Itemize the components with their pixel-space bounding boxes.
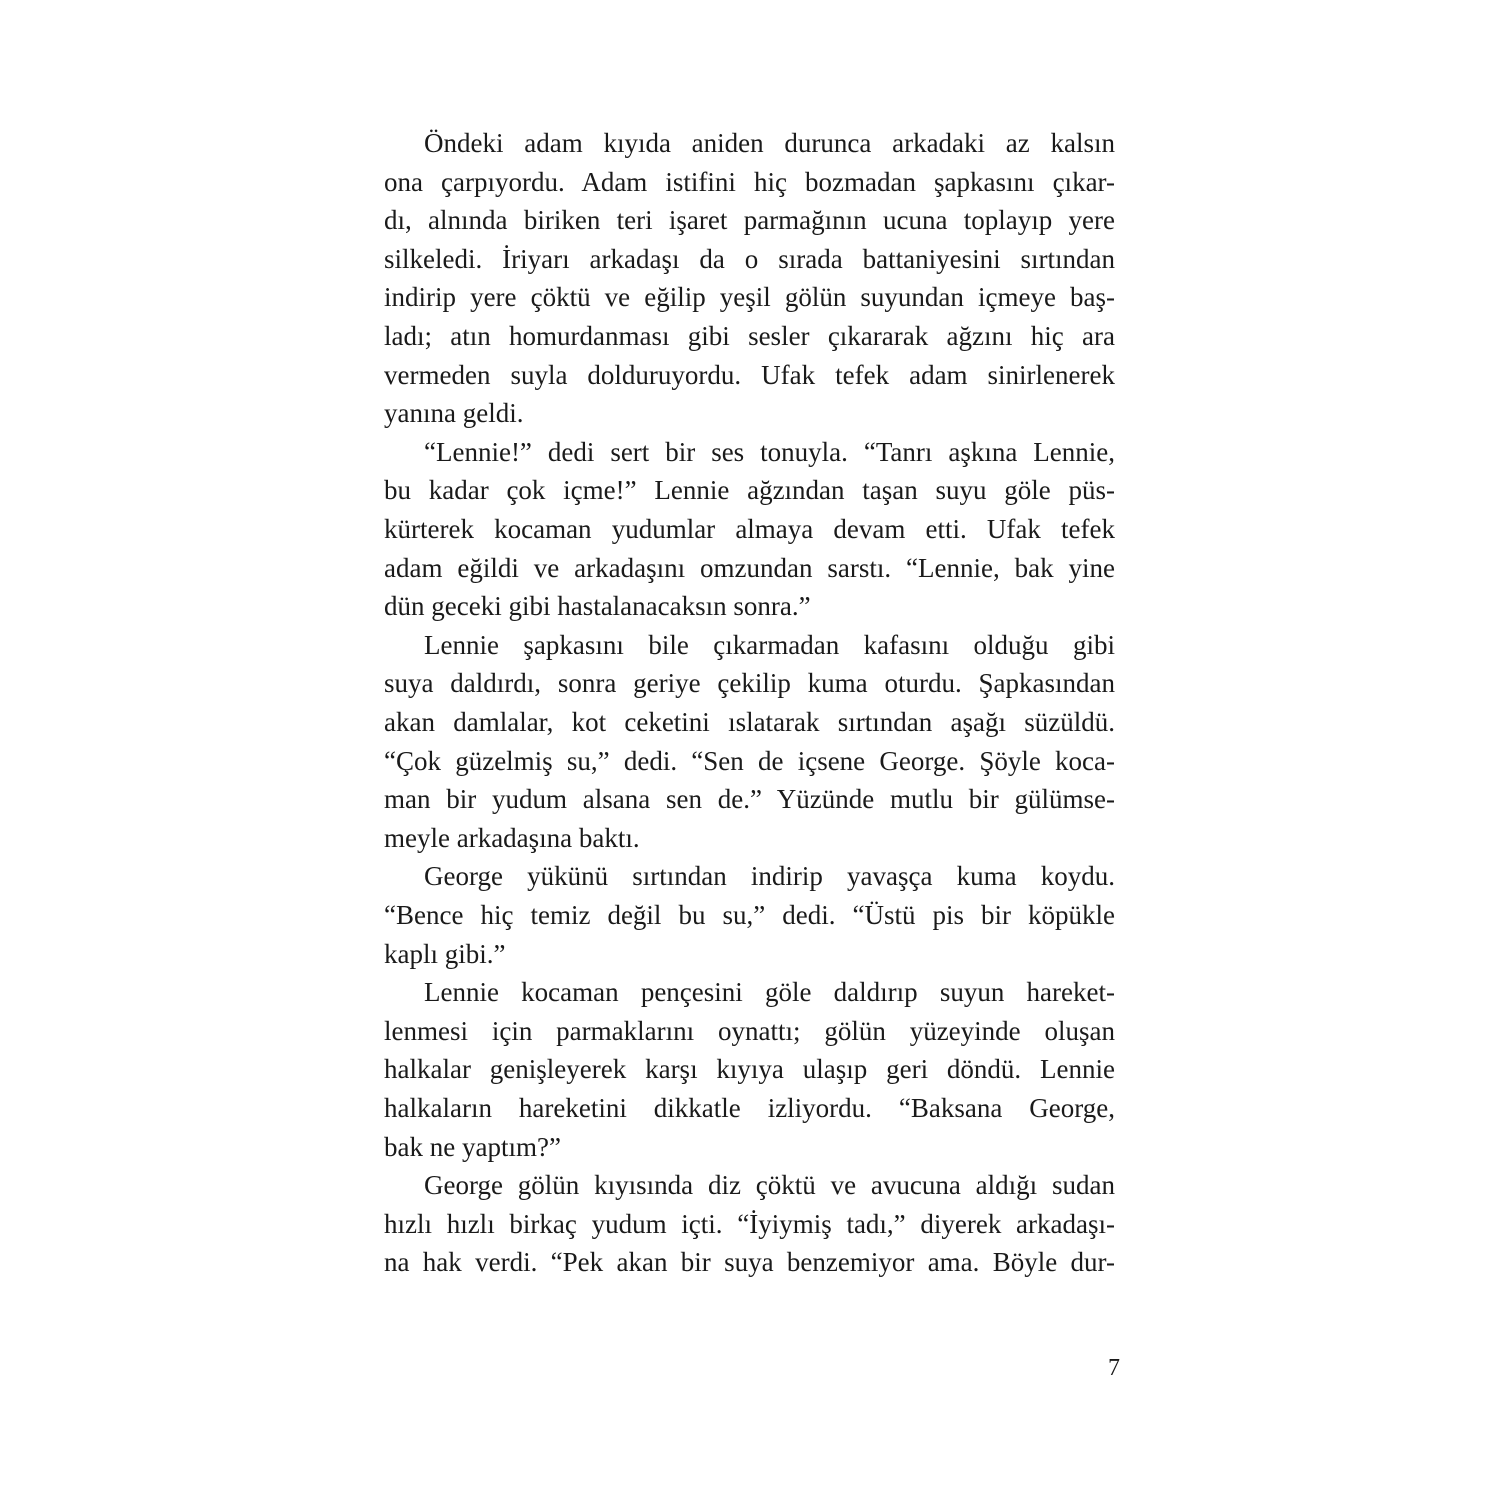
text-line: silkeledi. İriyarı arkadaşı da o sırada battaniyesini sırtından (384, 243, 1115, 274)
text-line: Lennie şapkasını bile çıkarmadan kafasını olduğu gibi (424, 629, 1115, 660)
text-line: man bir yudum alsana sen de.” Yüzünde mutlu bir gülümse- (384, 784, 1115, 815)
text-line: George gölün kıyısında diz çöktü ve avucuna aldığı sudan (424, 1170, 1115, 1201)
text-line: bu kadar çok içme!” Lennie ağzından taşan suyu göle püs- (384, 475, 1115, 506)
text-line: yanına geldi. (384, 398, 524, 429)
book-page (384, 124, 1115, 1424)
text-line: ladı; atın homurdanması gibi sesler çıkararak ağzını hiç ara (384, 321, 1115, 351)
text-line: ona çarpıyordu. Adam istifini hiç bozmadan şapkasını çıkar- (384, 166, 1115, 197)
text-line: lenmesi için parmaklarını oynattı; gölün yüzeyinde oluşan (384, 1015, 1115, 1046)
text-line: vermeden suyla dolduruyordu. Ufak tefek adam sinirlenerek (384, 359, 1115, 390)
text-line: halkalar genişleyerek karşı kıyıya ulaşıp geri döndü. Lennie (384, 1054, 1115, 1085)
text-line: “Çok güzelmiş su,” dedi. “Sen de içsene George. Şöyle koca- (384, 745, 1115, 776)
text-line: “Bence hiç temiz değil bu su,” dedi. “Üstü pis bir köpükle (384, 900, 1115, 930)
text-line: bak ne yaptım?” (384, 1131, 561, 1162)
text-line: kürterek kocaman yudumlar almaya devam etti. Ufak tefek (384, 514, 1115, 544)
text-line: George yükünü sırtından indirip yavaşça kuma koydu. (424, 861, 1115, 892)
text-line: Öndeki adam kıyıda aniden durunca arkadaki az kalsın (424, 128, 1115, 158)
text-line: akan damlalar, kot ceketini ıslatarak sırtından aşağı süzüldü. (384, 707, 1115, 737)
text-line: kaplı gibi.” (384, 938, 506, 969)
text-line: dı, alnında biriken teri işaret parmağının ucuna toplayıp yere (384, 205, 1115, 236)
text-line: adam eğildi ve arkadaşını omzundan sarstı. “Lennie, bak yine (384, 552, 1115, 583)
text-line: indirip yere çöktü ve eğilip yeşil gölün suyundan içmeye baş- (384, 282, 1115, 313)
page-number: 7 (1108, 1355, 1120, 1381)
text-line: “Lennie!” dedi sert bir ses tonuyla. “Tanrı aşkına Lennie, (424, 436, 1115, 467)
text-line: halkaların hareketini dikkatle izliyordu. “Baksana George, (384, 1093, 1115, 1123)
text-line: suya daldırdı, sonra geriye çekilip kuma oturdu. Şapkasından (384, 668, 1115, 699)
text-line: na hak verdi. “Pek akan bir suya benzemiyor ama. Böyle dur- (384, 1247, 1115, 1278)
text-line: meyle arkadaşına baktı. (384, 822, 640, 853)
text-line: hızlı hızlı birkaç yudum içti. “İyiymiş tadı,” diyerek arkadaşı- (384, 1208, 1115, 1239)
text-line: dün geceki gibi hastalanacaksın sonra.” (384, 591, 811, 622)
text-line: Lennie kocaman pençesini göle daldırıp suyun hareket- (424, 977, 1115, 1008)
